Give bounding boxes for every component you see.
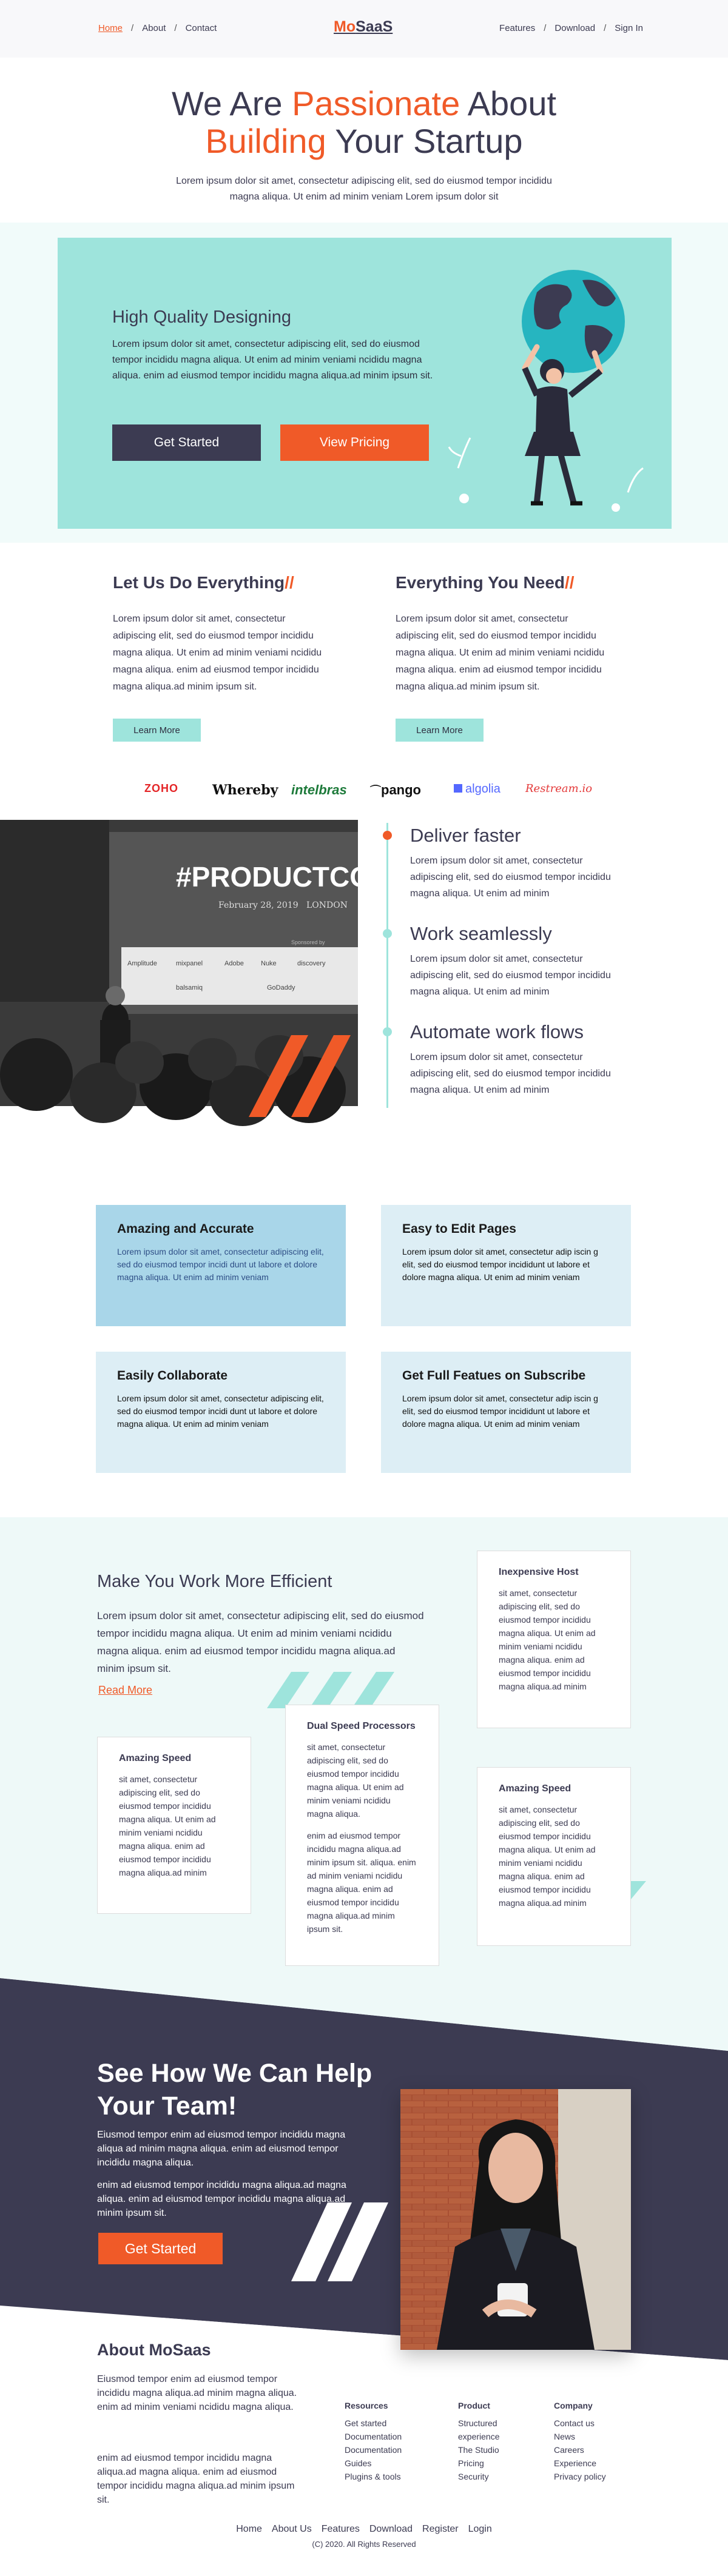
team-section <box>0 1978 728 2505</box>
site-logo[interactable] <box>334 18 393 36</box>
sponsor-logo: discovery <box>297 960 326 967</box>
feature-banner-section <box>0 223 728 543</box>
orange-stripes-decoration <box>249 1035 370 1117</box>
portrait-image <box>400 2089 631 2350</box>
column-everything-you-need <box>396 573 614 742</box>
sponsor-logo: Amplitude <box>127 960 157 967</box>
banner-text: Lorem ipsum dolor sit amet, consectetur adipiscing elit, sed do eiusmod tempor incididu magna aliqua. Ut enim ad minim veniami ncididu magna aliqua. enim ad eiusmod tempor incididu magna aliqua.ad minim ipsum sit. <box>112 339 433 381</box>
footer-link[interactable]: Documentation <box>345 2445 402 2455</box>
info-box <box>97 1737 251 1914</box>
card-text: Lorem ipsum dolor sit amet, consectetur adip iscin g elit, sed do eiusmod tempor incididunt ut labore et dolore magna aliqua. Ut enim ad minim veniam <box>402 1394 598 1429</box>
info-box-title: Amazing Speed <box>499 1783 571 1794</box>
hero-title-part: We Are <box>171 84 292 122</box>
card-title: Amazing and Accurate <box>117 1222 254 1236</box>
team-text: Eiusmod tempor enim ad eiusmod tempor incididu magna aliqua ad minim magna aliqua. enim ad eiusmod tempor incididu magna aliqua. <box>97 2130 346 2168</box>
footer-column-title: Product <box>458 2401 490 2410</box>
info-box-text: sit amet, consectetur adipiscing elit, sed do eiusmod tempor incididu magna aliqua. Ut enim ad minim veniami ncididu magna aliqua. enim ad eiusmod tempor incididu magna aliqua.ad minim <box>499 1588 596 1691</box>
footer-link-about[interactable]: About Us <box>271 2524 312 2534</box>
hero-title-part: About <box>460 84 557 122</box>
card-text: Lorem ipsum dolor sit amet, consectetur adipiscing elit, sed do eiusmod tempor incidi dunt ut labore et dolore magna aliqua. Ut enim ad minim veniam <box>117 1394 324 1429</box>
footer-link[interactable]: Documentation <box>345 2432 402 2441</box>
woman-holding-globe-illustration <box>446 268 652 523</box>
card-text: Lorem ipsum dolor sit amet, consectetur adipiscing elit, sed do eiusmod tempor incidi dunt ut labore et dolore magna aliqua. Ut enim ad minim veniam <box>117 1247 324 1282</box>
footer-link[interactable]: Contact us <box>554 2418 595 2428</box>
algolia-logo <box>454 782 500 796</box>
info-box-text: sit amet, consectetur adipiscing elit, sed do eiusmod tempor incididu magna aliqua. Ut enim ad minim veniami ncididu magna aliqua. enim ad eiusmod tempor incididu magna aliqua.ad minim <box>499 1805 596 1908</box>
timeline-item <box>410 923 629 1000</box>
footer-links <box>0 2524 728 2535</box>
team-text: enim ad eiusmod tempor incididu magna aliqua.ad magna aliqua. enim ad eiusmod tempor incididu magna aliqua.ad minim ipsum sit. <box>97 2180 346 2218</box>
read-more-link[interactable]: Read More <box>98 1684 153 1696</box>
info-box-text: sit amet, consectetur adipiscing elit, sed do eiusmod tempor incididu magna aliqua. Ut enim ad minim veniami ncididu magna aliqua. enim ad eiusmod tempor incididu magna aliqua.ad minim <box>119 1774 216 1877</box>
nav-link-signin[interactable]: Sign In <box>615 23 643 33</box>
footer-link[interactable]: Structured <box>458 2418 497 2428</box>
column-title-slash: // <box>565 573 575 592</box>
footer-link[interactable]: News <box>554 2432 576 2441</box>
two-column-section <box>0 543 728 782</box>
hero-title-part: Your Startup <box>326 122 523 160</box>
feature-card <box>96 1352 346 1473</box>
hero-title-accent: Passionate <box>292 84 460 122</box>
sponsor-logo: mixpanel <box>176 960 203 967</box>
nav-separator: / <box>604 23 607 33</box>
sponsor-logo: GoDaddy <box>267 984 295 991</box>
feature-card <box>96 1205 346 1326</box>
event-city: LONDON <box>306 901 348 910</box>
nav-link-about[interactable]: About <box>142 23 166 33</box>
logo-saas: SaaS <box>356 18 393 35</box>
hero-subtitle: Lorem ipsum dolor sit amet, consectetur adipiscing elit, sed do eiusmod tempor incididu magna aliqua. Ut enim ad minim veniam Lorem ipsum dolor sit <box>176 176 552 202</box>
info-box-title: Dual Speed Processors <box>307 1721 416 1731</box>
hero-section <box>0 58 728 223</box>
nav-separator: / <box>131 23 134 33</box>
feature-cards-section <box>0 1169 728 1517</box>
zoho-logo-text: ZOHO <box>144 782 178 794</box>
footer-link-login[interactable]: Login <box>468 2524 492 2534</box>
footer-link[interactable]: Plugins & tools <box>345 2472 401 2481</box>
sponsor-logo: Adobe <box>224 960 244 967</box>
timeline-dot <box>383 929 392 938</box>
nav-link-contact[interactable]: Contact <box>185 23 217 33</box>
column-text: Lorem ipsum dolor sit amet, consectetur adipiscing elit, sed do eiusmod tempor incididu magna aliqua. Ut enim ad minim veniami ncididu magna aliqua. enim ad eiusmod tempor incididu magna aliqua.ad minim ipsum sit. <box>396 614 605 692</box>
timeline-title: Work seamlessly <box>410 923 552 944</box>
footer-link-features[interactable]: Features <box>321 2524 360 2534</box>
nav-separator: / <box>544 23 547 33</box>
nav-separator: / <box>174 23 177 33</box>
banner-title: High Quality Designing <box>112 307 291 327</box>
zoho-logo <box>144 782 178 795</box>
timeline-title: Automate work flows <box>410 1021 584 1042</box>
footer-link[interactable]: experience <box>458 2432 500 2441</box>
timeline-line <box>386 823 388 1108</box>
timeline-text: Lorem ipsum dolor sit amet, consectetur adipiscing elit, sed do eiusmod tempor incididu magna aliqua. Ut enim ad minim <box>410 856 611 899</box>
card-title: Get Full Featues on Subscribe <box>402 1369 586 1383</box>
team-get-started-button[interactable]: Get Started <box>98 2233 223 2264</box>
timeline-title: Deliver faster <box>410 825 521 846</box>
info-box-text: sit amet, consectetur adipiscing elit, sed do eiusmod tempor incididu magna aliqua. Ut enim ad minim veniami ncididu magna aliqua. <box>307 1742 404 1819</box>
partner-logos <box>0 782 728 820</box>
pango-wave-icon: ⌒ <box>370 785 381 797</box>
algolia-icon <box>454 784 462 793</box>
timeline-item <box>410 1021 629 1098</box>
column-title-text: Everything You Need <box>396 573 565 592</box>
footer-link-home[interactable]: Home <box>236 2524 262 2534</box>
column-text: Lorem ipsum dolor sit amet, consectetur adipiscing elit, sed do eiusmod tempor incididu magna aliqua. Ut enim ad minim veniami ncididu magna aliqua. enim ad eiusmod tempor incididu magna aliqua.ad minim ipsum sit. <box>113 614 322 692</box>
footer-link[interactable]: Guides <box>345 2458 372 2468</box>
get-started-button[interactable]: Get Started <box>112 424 261 461</box>
footer-link[interactable]: Pricing <box>458 2458 484 2468</box>
nav-left-links <box>98 23 217 33</box>
card-title: Easily Collaborate <box>117 1369 228 1383</box>
footer-link[interactable]: Experience <box>554 2458 597 2468</box>
learn-more-button[interactable]: Learn More <box>113 719 201 742</box>
info-box <box>477 1767 631 1946</box>
hero-title <box>0 85 728 160</box>
column-title-text: Let Us Do Everything <box>113 573 285 592</box>
info-box-title: Amazing Speed <box>119 1753 192 1763</box>
footer-link[interactable]: The Studio <box>458 2445 499 2455</box>
pango-logo <box>370 782 421 798</box>
hero-title-accent: Building <box>205 122 326 160</box>
feature-banner <box>58 238 672 529</box>
logo-mo: Mo <box>334 18 356 35</box>
sponsor-logo: balsamiq <box>176 984 203 991</box>
info-box <box>477 1551 631 1728</box>
column-everything <box>113 573 331 742</box>
sponsor-logo: Nuke <box>261 960 277 967</box>
timeline-dot <box>383 1027 392 1036</box>
intelbras-logo: intelbras <box>291 782 347 797</box>
footer-link[interactable]: Privacy policy <box>554 2472 606 2481</box>
nav-right-links <box>499 23 643 33</box>
team-title: See How We Can Help Your Team! <box>97 2059 372 2121</box>
footer-column-resources <box>345 2401 402 2483</box>
info-box <box>285 1705 439 1966</box>
about-text: Eiusmod tempor enim ad eiusmod tempor incididu magna aliqua.ad minim magna aliqua. enim ad minim veniami ncididu magna aliqua. <box>97 2374 297 2412</box>
feature-card <box>381 1205 631 1326</box>
footer-column-product <box>458 2401 500 2483</box>
whereby-logo: Whereby <box>212 782 278 798</box>
card-text: Lorem ipsum dolor sit amet, consectetur adip iscin g elit, sed do eiusmod tempor incididunt ut labore et dolore magna aliqua. Ut enim ad minim veniam <box>402 1247 598 1282</box>
info-box-title: Inexpensive Host <box>499 1567 579 1577</box>
teal-stripes-decoration <box>267 1672 394 1708</box>
learn-more-button[interactable]: Learn More <box>396 719 484 742</box>
woman-portrait-photo <box>400 2089 631 2350</box>
event-timeline-section <box>0 820 728 1169</box>
info-box-text: enim ad eiusmod tempor incididu magna aliqua.ad minim ipsum sit. aliqua. enim ad minim veniami ncididu magna aliqua. enim ad eiusmod tempor incididu magna aliqua.ad minim ipsum sit. <box>307 1831 416 1934</box>
column-title <box>396 573 614 592</box>
column-title-slash: // <box>285 573 294 592</box>
card-title: Easy to Edit Pages <box>402 1222 516 1236</box>
timeline-text: Lorem ipsum dolor sit amet, consectetur adipiscing elit, sed do eiusmod tempor incididu magna aliqua. Ut enim ad minim <box>410 1052 611 1095</box>
footer-link-download[interactable]: Download <box>369 2524 413 2534</box>
page-footer <box>0 2500 728 2576</box>
footer-column-company <box>554 2401 606 2483</box>
efficient-title: Make You Work More Efficient <box>97 1572 332 1591</box>
nav-link-download[interactable]: Download <box>554 23 596 33</box>
footer-link-register[interactable]: Register <box>422 2524 459 2534</box>
copyright-text: (C) 2020. All Rights Reserved <box>312 2540 416 2549</box>
column-title <box>113 573 331 592</box>
about-title: About MoSaas <box>97 2341 211 2359</box>
footer-link[interactable]: Security <box>458 2472 489 2481</box>
efficient-text: Lorem ipsum dolor sit amet, consectetur adipiscing elit, sed do eiusmod tempor incididu magna aliqua. Ut enim ad minim veniami ncididu magna aliqua. enim ad eiusmod tempor incididu magna aliqua.ad minim ipsum sit. <box>97 1610 424 1674</box>
nav-link-features[interactable]: Features <box>499 23 536 33</box>
feature-card <box>381 1352 631 1473</box>
timeline-dot-active <box>383 831 392 840</box>
efficient-section <box>0 1517 728 1978</box>
top-navbar <box>0 0 728 58</box>
footer-link[interactable]: Careers <box>554 2445 584 2455</box>
footer-column-title: Company <box>554 2401 593 2410</box>
timeline-item <box>410 825 629 902</box>
restream-logo: Restream.io <box>525 782 593 795</box>
nav-link-home[interactable]: Home <box>98 23 123 33</box>
footer-link[interactable]: Get started <box>345 2418 387 2428</box>
pango-logo-text: pango <box>381 782 421 797</box>
event-date: February 28, 2019 <box>218 901 298 910</box>
about-text: enim ad eiusmod tempor incididu magna aliqua.ad magna aliqua. enim ad eiusmod tempor incididu magna aliqua.ad minim ipsum sit. <box>97 2453 295 2505</box>
footer-column-title: Resources <box>345 2401 388 2410</box>
event-headline: #PRODUCTCO <box>176 861 372 893</box>
view-pricing-button[interactable]: View Pricing <box>280 424 429 461</box>
timeline-text: Lorem ipsum dolor sit amet, consectetur adipiscing elit, sed do eiusmod tempor incididu magna aliqua. Ut enim ad minim <box>410 954 611 997</box>
sponsored-label: Sponsored by <box>291 939 325 945</box>
algolia-logo-text: algolia <box>465 782 500 796</box>
